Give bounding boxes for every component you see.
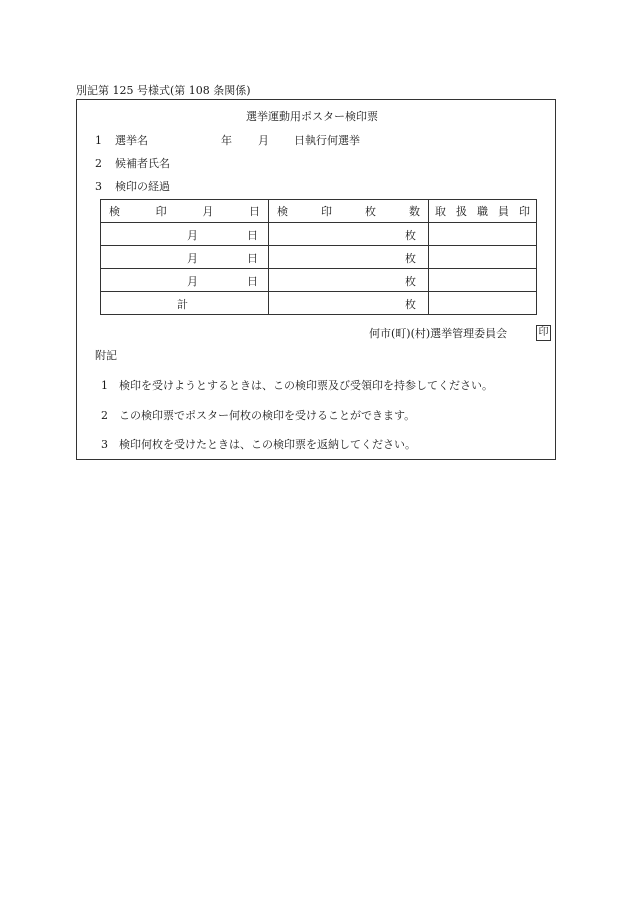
table-row: 月 日 枚 — [101, 223, 537, 246]
header-staff: 取 扱 職 員 印 — [429, 200, 537, 223]
total-label: 計 — [177, 298, 188, 311]
item-1-number: 1 — [95, 134, 102, 147]
staff-seal-cell[interactable] — [429, 269, 537, 292]
table-header-row — [101, 200, 537, 223]
table-row: 月 日 枚 — [101, 269, 537, 292]
table-total-row: 計 枚 — [101, 292, 537, 315]
item-3-label: 検印の経過 — [115, 180, 170, 193]
item-1-year: 年 — [221, 134, 232, 147]
table-row: 月 日 枚 — [101, 246, 537, 269]
inspection-table — [100, 199, 537, 315]
item-1-month: 月 — [258, 134, 269, 147]
committee-name: 何市(町)(村)選挙管理委員会 — [369, 327, 508, 340]
form-title: 選挙運動用ポスター検印票 — [246, 110, 378, 123]
header-count: 検 印 枚 数 — [269, 200, 429, 223]
item-2-number: 2 — [95, 157, 102, 170]
notes-label: 附記 — [95, 349, 117, 362]
note-2-number: 2 — [101, 409, 108, 422]
staff-seal-cell[interactable] — [429, 246, 537, 269]
note-1-text: 検印を受けようとするときは、この検印票及び受領印を持参してください。 — [119, 379, 493, 392]
form-heading: 別記第 125 号様式(第 108 条関係) — [76, 84, 251, 97]
item-1-election: 日執行何選挙 — [294, 134, 360, 147]
staff-seal-cell[interactable] — [429, 292, 537, 315]
item-2-label: 候補者氏名 — [115, 157, 170, 170]
header-date: 検 印 月 日 — [101, 200, 269, 223]
note-3-text: 検印何枚を受けたときは、この検印票を返納してください。 — [119, 438, 416, 451]
item-3-number: 3 — [95, 180, 102, 193]
note-1-number: 1 — [101, 379, 108, 392]
item-1-label: 選挙名 — [115, 134, 148, 147]
staff-seal-cell[interactable] — [429, 223, 537, 246]
note-2-text: この検印票でポスター何枚の検印を受けることができます。 — [119, 409, 416, 422]
note-3-number: 3 — [101, 438, 108, 451]
committee-seal: 印 — [536, 325, 551, 341]
